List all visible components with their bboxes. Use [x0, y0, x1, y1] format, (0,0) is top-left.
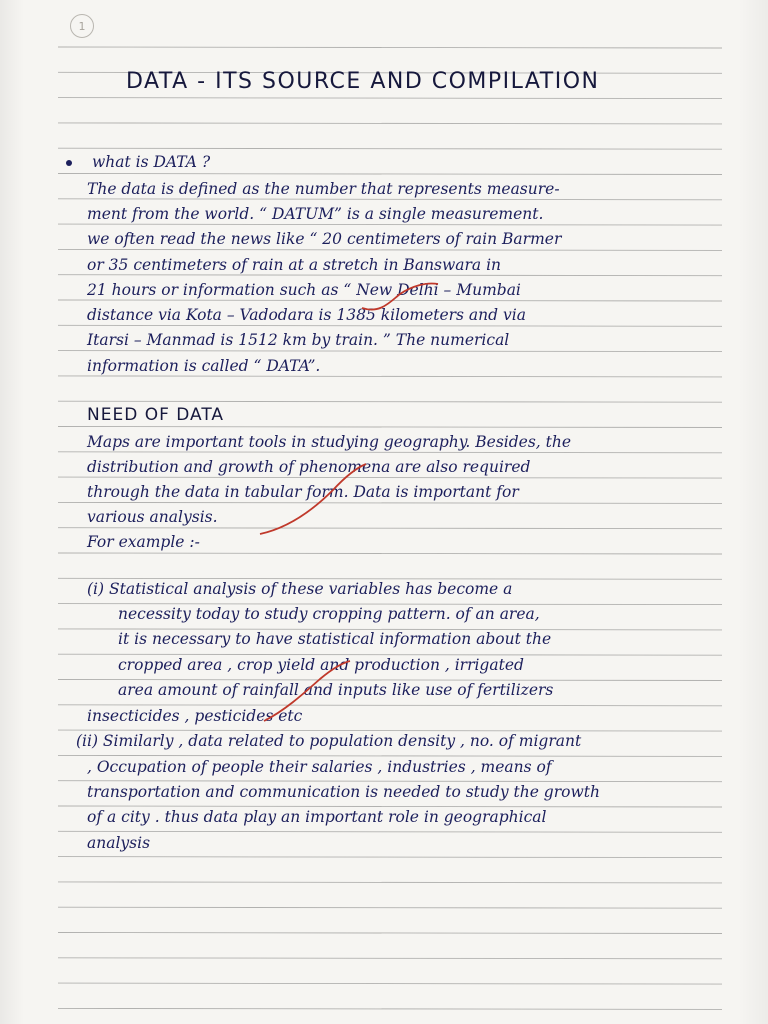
text-line: Maps are important tools in studying geography. Besides, the	[87, 433, 572, 451]
ruled-line	[58, 249, 722, 250]
ruled-line	[58, 452, 722, 453]
ruled-line	[58, 427, 722, 428]
text-line: various analysis.	[87, 508, 218, 526]
text-line: through the data in tabular form. Data is important for	[87, 483, 519, 501]
text-line: insecticides , pesticides etc	[87, 707, 303, 725]
ruled-line	[58, 781, 722, 782]
text-line: ment from the world. “ DATUM” is a single measurement.	[87, 205, 544, 223]
page-title: DATA - ITS SOURCE AND COMPILATION	[126, 69, 600, 94]
text-line: distribution and growth of phenomena are also required	[87, 458, 531, 476]
ruled-line	[58, 47, 722, 48]
text-line: area amount of rainfall and inputs like use of fertilizers	[118, 681, 554, 699]
ruled-line	[58, 325, 722, 326]
text-line: transportation and communication is needed to study the growth	[87, 783, 600, 801]
text-line: of a city . thus data play an important role in geographical	[87, 808, 547, 826]
text-line: , Occupation of people their salaries , industries , means of	[87, 758, 552, 776]
ruled-line	[58, 376, 722, 377]
ruled-line	[58, 958, 722, 959]
ruled-line	[58, 224, 722, 225]
text-line: analysis	[87, 834, 151, 852]
ruled-line	[58, 553, 722, 554]
ruled-line	[58, 123, 722, 124]
red-tick-mark	[258, 460, 368, 540]
ruled-line	[58, 806, 722, 807]
red-tick-mark	[360, 280, 440, 320]
section-question	[66, 153, 210, 171]
text-line: information is called “ DATA”.	[87, 357, 321, 375]
ruled-line	[58, 933, 722, 934]
text-line: necessity today to study cropping pattern. of an area,	[118, 605, 540, 623]
red-tick-mark	[262, 655, 352, 725]
ruled-line	[58, 730, 722, 731]
ruled-line	[58, 705, 722, 706]
text-line: (ii) Similarly , data related to population density , no. of migrant	[76, 732, 582, 750]
ruled-line	[58, 983, 722, 984]
text-line: distance via Kota – Vadodara is 1385 kilometers and via	[87, 306, 526, 324]
text-line: For example :-	[87, 533, 200, 551]
ruled-line	[58, 477, 722, 478]
ruled-line	[58, 502, 722, 503]
text-line: it is necessary to have statistical information about the	[118, 630, 552, 648]
text-line: or 35 centimeters of rain at a stretch in Banswara in	[87, 256, 502, 274]
text-line: (i) Statistical analysis of these variables has become a	[87, 580, 513, 598]
ruled-line	[58, 199, 722, 200]
text-line: Itarsi – Manmad is 1512 km by train. ” The numerical	[87, 331, 510, 349]
text-line: 21 hours or information such as “ New Delhi – Mumbai	[87, 281, 521, 299]
ruled-line	[58, 148, 722, 149]
ruled-line	[58, 907, 722, 908]
text-line: we often read the news like “ 20 centimeters of rain Barmer	[87, 230, 562, 248]
ruled-line	[58, 528, 722, 529]
ruled-line	[58, 882, 722, 883]
ruled-line	[58, 351, 722, 352]
bullet-icon	[66, 160, 72, 166]
ruled-line	[58, 174, 722, 175]
ruled-line	[58, 857, 722, 858]
ruled-line	[58, 1008, 722, 1009]
text-line: cropped area , crop yield and production , irrigated	[118, 656, 524, 674]
page-number-circle	[70, 14, 94, 38]
ruled-line	[58, 755, 722, 756]
page-number: 1	[78, 19, 86, 33]
ruled-line	[58, 401, 722, 402]
ruled-line	[58, 831, 722, 832]
text-line: The data is defined as the number that represents measure-	[87, 180, 560, 198]
ruled-line	[58, 275, 722, 276]
ruled-line	[58, 98, 722, 99]
section-heading: NEED OF DATA	[87, 405, 225, 425]
question-text: what is DATA ?	[92, 153, 211, 171]
